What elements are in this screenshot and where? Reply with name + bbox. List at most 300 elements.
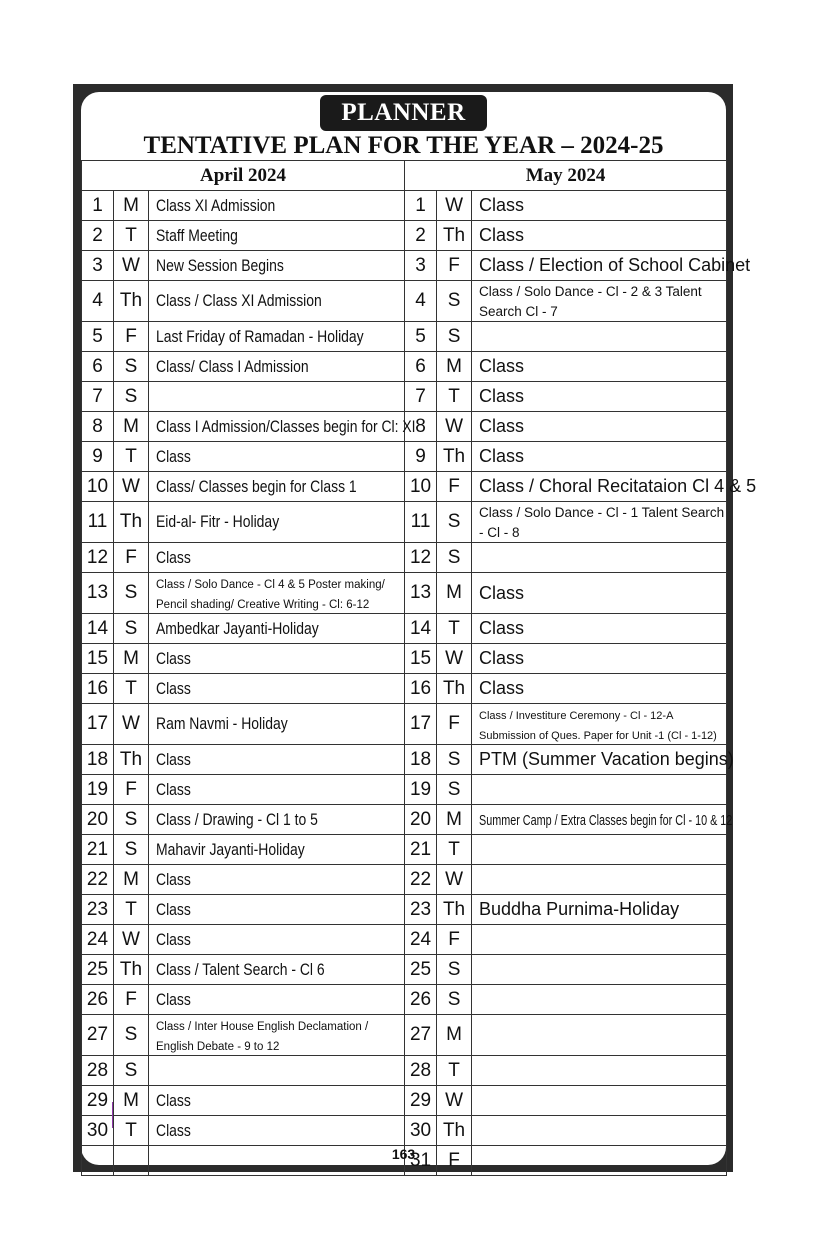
april-day-text: 15 <box>86 647 109 669</box>
may-weekday <box>437 1015 472 1056</box>
april-event <box>149 865 405 895</box>
may-weekday-text: W <box>445 1089 463 1111</box>
may-weekday-text: S <box>447 748 461 770</box>
april-event-text: Ambedkar Jayanti-Holiday <box>156 618 319 638</box>
may-weekday-text: Th <box>442 898 466 920</box>
may-weekday-text: T <box>448 617 460 639</box>
may-weekday <box>437 251 472 281</box>
may-weekday <box>437 472 472 502</box>
may-weekday <box>437 865 472 895</box>
may-weekday <box>437 382 472 412</box>
april-weekday-text: S <box>124 385 138 407</box>
may-day-text: 20 <box>409 808 432 830</box>
may-weekday-text: M <box>446 582 462 603</box>
april-weekday <box>114 382 149 412</box>
may-day-text: 1 <box>415 194 426 216</box>
may-day <box>405 775 437 805</box>
may-event <box>472 955 727 985</box>
may-event <box>472 805 733 835</box>
april-day <box>82 221 114 251</box>
may-weekday-text: M <box>446 808 462 830</box>
april-event-text: New Session Begins <box>156 255 284 275</box>
april-event <box>149 472 405 502</box>
april-day <box>82 1086 114 1116</box>
may-day-text: 16 <box>409 677 432 699</box>
april-day-text: 30 <box>86 1119 109 1141</box>
april-event-text: Class <box>156 929 191 949</box>
may-weekday <box>437 221 472 251</box>
may-day <box>405 442 437 472</box>
april-day-text: 21 <box>86 838 109 860</box>
may-weekday <box>437 412 472 442</box>
april-day-text: 14 <box>86 617 109 639</box>
may-event-text: Class / Investiture Ceremony - Cl - 12-A Submission of Ques. Paper for Unit -1 (Cl - 1-12) <box>479 710 717 742</box>
april-day-text: 4 <box>92 290 103 311</box>
may-day-text: 31 <box>409 1149 432 1171</box>
april-weekday-text: T <box>125 1119 137 1141</box>
april-day-text: 25 <box>86 958 109 980</box>
may-day-text: 5 <box>415 325 426 347</box>
may-weekday <box>437 442 472 472</box>
april-header: April 2024 <box>82 161 405 191</box>
may-event <box>472 502 727 543</box>
april-day <box>82 704 114 745</box>
april-event-text: Mahavir Jayanti-Holiday <box>156 839 305 859</box>
may-event <box>472 925 727 955</box>
april-event-text: Class <box>156 989 191 1009</box>
may-weekday <box>437 704 472 745</box>
april-event-text: Class I Admission/Classes begin for Cl: XI <box>156 416 416 436</box>
table-row <box>82 1116 727 1146</box>
may-event <box>472 1086 727 1116</box>
may-weekday <box>437 985 472 1015</box>
may-event <box>472 674 727 704</box>
april-weekday <box>114 865 149 895</box>
april-event <box>149 382 405 412</box>
may-event <box>472 382 727 412</box>
april-day-text: 5 <box>92 325 103 347</box>
april-weekday-text: S <box>124 355 138 377</box>
april-weekday-text: S <box>124 582 138 603</box>
may-weekday-text: W <box>445 194 463 216</box>
table-row <box>82 322 727 352</box>
may-event-text: Class <box>479 416 525 436</box>
table-row <box>82 472 727 502</box>
may-weekday <box>437 644 472 674</box>
may-day-text: 24 <box>409 928 432 950</box>
may-weekday <box>437 502 472 543</box>
april-event-text: Class <box>156 678 191 698</box>
may-event <box>472 865 727 895</box>
april-weekday-text: F <box>125 325 137 347</box>
may-day <box>405 1015 437 1056</box>
april-event <box>149 191 405 221</box>
may-event <box>472 704 727 745</box>
april-weekday <box>114 191 149 221</box>
april-weekday-text: S <box>124 808 138 830</box>
may-weekday-text: S <box>447 290 461 311</box>
may-event-text: Class <box>479 225 525 245</box>
april-weekday <box>114 674 149 704</box>
may-day-text: 9 <box>415 445 426 467</box>
may-day <box>405 674 437 704</box>
april-weekday <box>114 704 149 745</box>
may-event-text: Class <box>479 446 525 466</box>
april-day-text: 2 <box>92 224 103 246</box>
april-day-text: 28 <box>86 1059 109 1081</box>
april-weekday-text: M <box>123 868 139 890</box>
april-weekday-text: W <box>122 713 140 734</box>
may-day <box>405 745 437 775</box>
april-day <box>82 895 114 925</box>
april-day-text: 29 <box>86 1089 109 1111</box>
may-day <box>405 1086 437 1116</box>
april-day <box>82 442 114 472</box>
april-event-text: Class <box>156 1120 191 1140</box>
may-day <box>405 865 437 895</box>
april-weekday-text: Th <box>119 958 143 980</box>
may-event <box>472 1116 727 1146</box>
april-weekday <box>114 322 149 352</box>
may-day-text: 2 <box>415 224 426 246</box>
april-event-text: Class <box>156 547 191 567</box>
may-weekday-text: S <box>447 958 461 980</box>
april-day-text: 13 <box>86 582 109 603</box>
april-day <box>82 322 114 352</box>
may-event-text: Class <box>479 195 525 215</box>
april-weekday <box>114 1086 149 1116</box>
may-weekday-text: M <box>446 1024 462 1045</box>
april-weekday-text: M <box>123 194 139 216</box>
may-day <box>405 1116 437 1146</box>
may-event <box>472 322 727 352</box>
may-header: May 2024 <box>405 161 727 191</box>
april-weekday <box>114 895 149 925</box>
april-day <box>82 251 114 281</box>
april-day <box>82 382 114 412</box>
may-weekday <box>437 674 472 704</box>
april-day <box>82 644 114 674</box>
may-event <box>472 745 734 775</box>
april-day-text: 19 <box>86 778 109 800</box>
may-event <box>472 835 727 865</box>
may-day <box>405 251 437 281</box>
april-day <box>82 352 114 382</box>
may-day-text: 10 <box>409 475 432 497</box>
april-weekday-text: T <box>125 898 137 920</box>
may-day <box>405 573 437 614</box>
april-event <box>149 1116 405 1146</box>
may-weekday-text: M <box>446 355 462 377</box>
april-weekday-text: Th <box>119 290 143 311</box>
may-day <box>405 1056 437 1086</box>
april-day <box>82 805 114 835</box>
table-row <box>82 614 727 644</box>
table-row <box>82 1086 727 1116</box>
april-event <box>149 674 405 704</box>
may-event-text: Class <box>479 582 525 603</box>
table-row <box>82 191 727 221</box>
may-weekday-text: Th <box>442 1119 466 1141</box>
may-day-text: 25 <box>409 958 432 980</box>
april-event-text: Class <box>156 1090 191 1110</box>
may-day <box>405 472 437 502</box>
april-event <box>149 1056 405 1086</box>
april-day-text: 6 <box>92 355 103 377</box>
may-event-text: Buddha Purnima-Holiday <box>479 899 680 919</box>
table-row <box>82 925 727 955</box>
april-day <box>82 614 114 644</box>
april-day <box>82 281 114 322</box>
may-event <box>472 644 727 674</box>
april-weekday <box>114 614 149 644</box>
april-weekday <box>114 805 149 835</box>
april-event-text: Class / Talent Search - Cl 6 <box>156 959 325 979</box>
april-event <box>149 805 405 835</box>
may-weekday <box>437 775 472 805</box>
may-event <box>472 412 727 442</box>
may-day-text: 27 <box>409 1024 432 1045</box>
april-day <box>82 985 114 1015</box>
may-day-text: 12 <box>409 546 432 568</box>
april-weekday <box>114 442 149 472</box>
may-weekday-text: W <box>445 868 463 890</box>
may-event-text: Class <box>479 356 525 376</box>
page-title: TENTATIVE PLAN FOR THE YEAR – 2024-25 <box>143 132 664 159</box>
may-weekday-text: T <box>448 385 460 407</box>
may-day <box>405 895 437 925</box>
april-weekday-text: S <box>124 1059 138 1081</box>
april-event-text: Ram Navmi - Holiday <box>156 714 288 733</box>
may-event <box>472 442 727 472</box>
table-row <box>82 895 727 925</box>
may-weekday <box>437 322 472 352</box>
april-day-text: 22 <box>86 868 109 890</box>
april-event <box>149 412 416 442</box>
may-day <box>405 925 437 955</box>
april-weekday <box>114 573 149 614</box>
may-weekday-text: F <box>448 475 460 497</box>
table-row <box>82 985 727 1015</box>
april-weekday <box>114 352 149 382</box>
may-day <box>405 704 437 745</box>
april-event <box>149 352 405 382</box>
may-weekday-text: S <box>447 546 461 568</box>
april-event-text: Class / Class XI Admission <box>156 291 322 310</box>
april-event-text: Class <box>156 446 191 466</box>
may-day-text: 29 <box>409 1089 432 1111</box>
may-weekday-text: W <box>445 647 463 669</box>
may-day-text: 23 <box>409 898 432 920</box>
may-day <box>405 281 437 322</box>
april-event <box>149 745 405 775</box>
may-weekday-text: T <box>448 838 460 860</box>
april-day <box>82 955 114 985</box>
may-day-text: 14 <box>409 617 432 639</box>
may-weekday <box>437 1116 472 1146</box>
april-day <box>82 1116 114 1146</box>
april-day <box>82 472 114 502</box>
may-day-text: 17 <box>409 713 432 734</box>
may-weekday <box>437 745 472 775</box>
may-day <box>405 502 437 543</box>
april-weekday <box>114 835 149 865</box>
may-day-text: 4 <box>415 290 426 311</box>
april-day <box>82 674 114 704</box>
april-day-text: 27 <box>86 1024 109 1045</box>
may-weekday-text: S <box>447 778 461 800</box>
may-event-text: Class / Solo Dance - Cl - 1 Talent Search - Cl - 8 <box>479 505 725 540</box>
may-event-text: Class <box>479 648 525 668</box>
april-weekday-text: Th <box>119 511 143 532</box>
april-day-text: 12 <box>86 546 109 568</box>
may-weekday-text: S <box>447 325 461 347</box>
table-row <box>82 674 727 704</box>
april-weekday <box>114 985 149 1015</box>
table-row <box>82 352 727 382</box>
may-weekday <box>437 281 472 322</box>
may-event <box>472 775 727 805</box>
may-weekday-text: W <box>445 415 463 437</box>
april-weekday <box>114 502 149 543</box>
may-weekday-text: Th <box>442 677 466 699</box>
april-day-text: 10 <box>86 475 109 497</box>
table-row <box>82 955 727 985</box>
april-event-text: Class <box>156 648 191 668</box>
table-row <box>82 805 727 835</box>
may-event-text: Class / Choral Recitataion Cl 4 & 5 <box>479 476 757 496</box>
april-event-text: Class / Solo Dance - Cl 4 & 5 Poster making/ Pencil shading/ Creative Writing - Cl: 6-12 <box>156 579 385 611</box>
may-weekday-text: F <box>448 254 460 276</box>
april-day-text: 16 <box>86 677 109 699</box>
april-day-text: 8 <box>92 415 103 437</box>
april-event <box>149 502 405 543</box>
may-weekday-text: S <box>447 511 461 532</box>
planner-badge: PLANNER <box>320 95 487 131</box>
may-day <box>405 322 437 352</box>
april-event-text: Last Friday of Ramadan - Holiday <box>156 326 364 346</box>
may-event <box>472 191 727 221</box>
april-weekday <box>114 1056 149 1086</box>
april-weekday-text: W <box>122 475 140 497</box>
may-weekday <box>437 1086 472 1116</box>
april-event <box>149 775 405 805</box>
may-day-text: 15 <box>409 647 432 669</box>
april-weekday <box>114 1116 149 1146</box>
table-row <box>82 1056 727 1086</box>
april-weekday <box>114 1015 149 1056</box>
may-day <box>405 805 437 835</box>
may-event-text: Class / Solo Dance - Cl - 2 & 3 Talent Search Cl - 7 <box>479 284 702 319</box>
may-event-text: Class <box>479 386 525 406</box>
april-weekday <box>114 543 149 573</box>
may-event-text: Class <box>479 678 525 698</box>
table-row <box>82 775 727 805</box>
april-event <box>149 955 405 985</box>
may-day <box>405 614 437 644</box>
may-weekday <box>437 573 472 614</box>
april-event <box>149 895 405 925</box>
april-day <box>82 835 114 865</box>
april-day-text: 18 <box>86 748 109 770</box>
table-row <box>82 502 727 543</box>
may-event <box>472 543 727 573</box>
april-day-text: 20 <box>86 808 109 830</box>
april-day <box>82 573 114 614</box>
april-event <box>149 985 405 1015</box>
april-event <box>149 1015 405 1056</box>
may-weekday <box>437 352 472 382</box>
may-day-text: 11 <box>410 511 431 532</box>
april-weekday-text: M <box>123 1089 139 1111</box>
may-event <box>472 1015 727 1056</box>
april-event <box>149 835 405 865</box>
april-day <box>82 412 114 442</box>
april-day <box>82 775 114 805</box>
may-day-text: 28 <box>409 1059 432 1081</box>
april-event <box>149 614 405 644</box>
april-day-text: 11 <box>87 511 108 532</box>
april-day <box>82 1015 114 1056</box>
april-day-text: 1 <box>92 194 103 216</box>
may-event-text: PTM (Summer Vacation begins) <box>479 749 734 769</box>
may-weekday <box>437 1056 472 1086</box>
table-row <box>82 745 727 775</box>
table-row <box>82 382 727 412</box>
may-day-text: 19 <box>409 778 432 800</box>
may-weekday-text: Th <box>442 224 466 246</box>
may-event <box>472 614 727 644</box>
planner-table <box>81 160 757 1176</box>
april-day <box>82 502 114 543</box>
may-day-text: 7 <box>415 385 426 407</box>
april-event <box>149 322 405 352</box>
april-event <box>149 1086 405 1116</box>
april-event-text: Staff Meeting <box>156 225 238 245</box>
april-weekday-text: T <box>125 677 137 699</box>
may-weekday <box>437 835 472 865</box>
april-event-text: Class <box>156 749 191 769</box>
april-event-text: Class/ Classes begin for Class 1 <box>156 476 357 496</box>
april-weekday-text: S <box>124 1024 138 1045</box>
april-event <box>149 704 405 745</box>
may-event <box>472 1056 727 1086</box>
may-day-text: 13 <box>409 582 432 603</box>
april-day <box>82 745 114 775</box>
april-day-text: 24 <box>86 928 109 950</box>
april-weekday <box>114 251 149 281</box>
april-event <box>149 925 405 955</box>
may-event <box>472 573 727 614</box>
may-weekday <box>437 895 472 925</box>
april-event-text: Class / Drawing - Cl 1 to 5 <box>156 809 318 829</box>
may-day <box>405 985 437 1015</box>
table-row <box>82 442 727 472</box>
april-day-text: 7 <box>92 385 103 407</box>
may-event <box>472 281 727 322</box>
april-weekday-text: F <box>125 546 137 568</box>
may-weekday <box>437 614 472 644</box>
may-day <box>405 955 437 985</box>
april-weekday-text: W <box>122 254 140 276</box>
april-weekday <box>114 925 149 955</box>
april-day <box>82 543 114 573</box>
may-weekday <box>437 955 472 985</box>
may-event <box>472 352 727 382</box>
april-day-text: 26 <box>86 988 109 1010</box>
may-event <box>472 472 757 502</box>
may-day <box>405 352 437 382</box>
